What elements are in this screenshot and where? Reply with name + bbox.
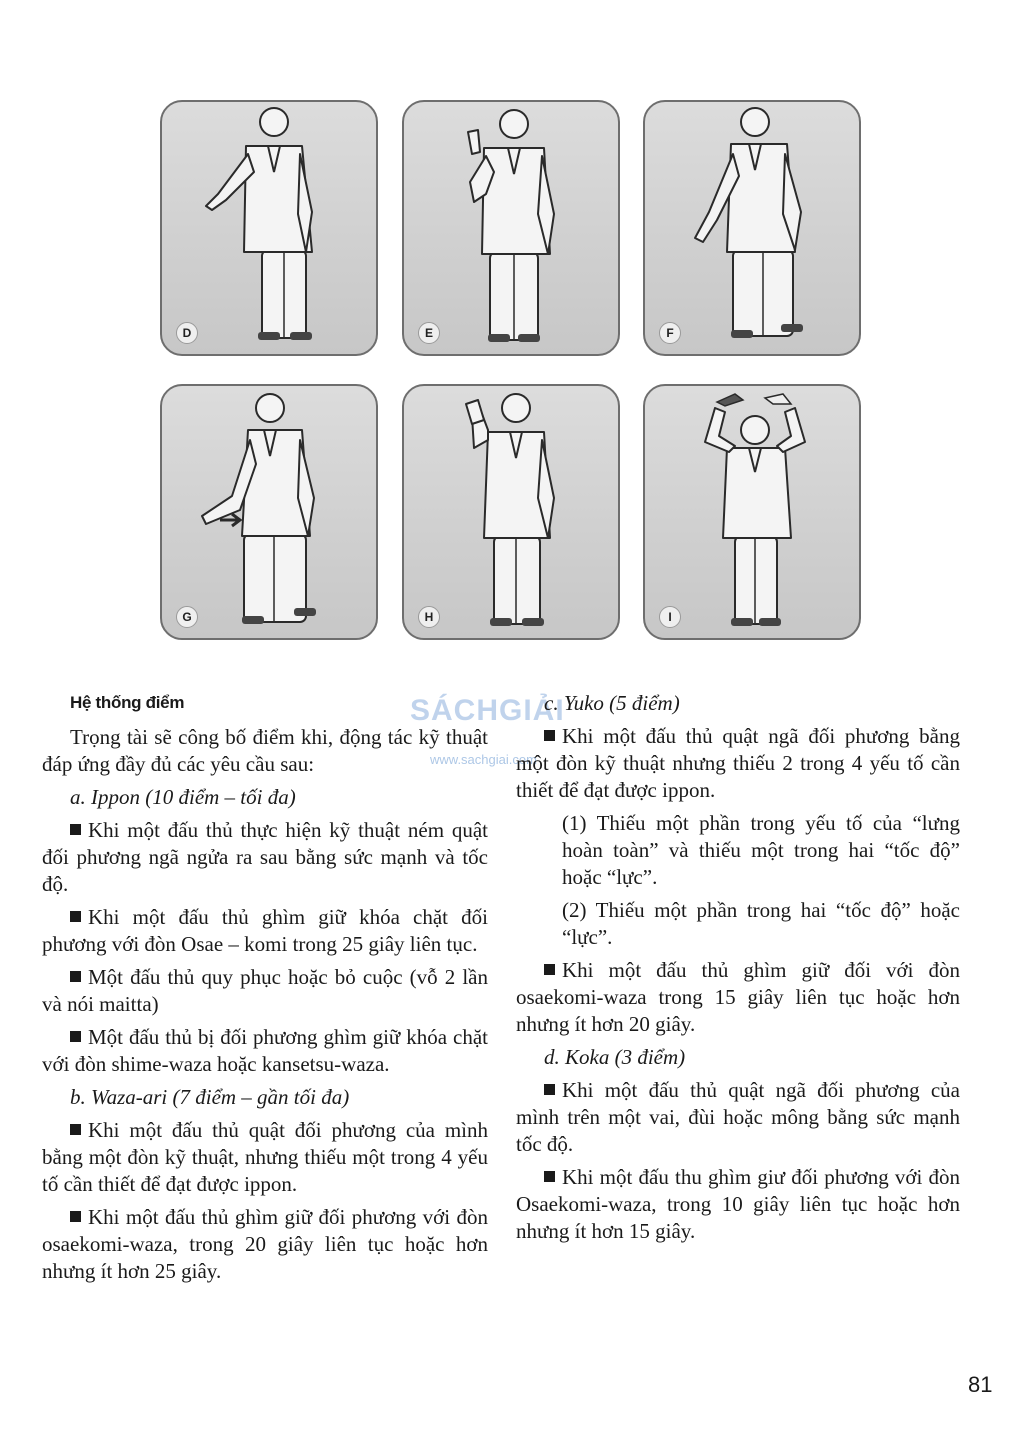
yuko-item: Khi một đấu thủ quật ngã đối phương bằng một đòn kỹ thuật nhưng thiếu 2 trong 4 yếu tố cần thiết để đạt được ippon. — [516, 724, 960, 802]
ippon-item: Một đấu thủ quy phục hoặc bỏ cuộc (vỗ 2 lần và nói maitta) — [42, 965, 488, 1016]
yuko-title: c. Yuko (5 điểm) — [544, 691, 680, 715]
bullet-square-icon — [70, 911, 81, 922]
bullet-square-icon — [544, 730, 555, 741]
yuko-subitem: (1) Thiếu một phần trong yếu tố của “lưng hoàn toàn” và thiếu một trong hai “tốc độ” hoặc “lực”. — [562, 811, 960, 889]
ippon-item: Một đấu thủ bị đối phương ghìm giữ khóa chặt với đòn shime-waza hoặc kansetsu-waza. — [42, 1025, 488, 1076]
bullet-square-icon — [70, 1124, 81, 1135]
watermark-logo: SÁCHGIẢI — [410, 694, 565, 727]
page-number: 81 — [968, 1372, 993, 1397]
bullet-square-icon — [70, 1211, 81, 1222]
koka-item: Khi một đấu thủ quật ngã đối phương của mình trên một vai, đùi hoặc mông bằng sức mạnh tốc độ. — [516, 1078, 960, 1156]
right-column — [516, 690, 960, 1251]
bullet-square-icon — [544, 964, 555, 975]
figure-label-e: E — [418, 322, 440, 344]
left-column — [42, 690, 488, 1291]
waza-ari-item: Khi một đấu thủ quật đối phương của mình bằng một đòn kỹ thuật, nhưng thiếu một trong 4 yếu tố cần thiết để đạt được ippon. — [42, 1118, 488, 1196]
ippon-item: Khi một đấu thủ thực hiện kỹ thuật ném quật đối phương ngã ngửa ra sau bằng sức mạnh và tốc độ. — [42, 818, 488, 896]
referee-figure-i — [645, 386, 861, 640]
figure-label-f: F — [659, 322, 681, 344]
bullet-square-icon — [70, 824, 81, 835]
bullet-square-icon — [544, 1084, 555, 1095]
ippon-item: Khi một đấu thủ ghìm giữ khóa chặt đối phương với đòn Osae – komi trong 25 giây liên tục. — [42, 905, 488, 956]
watermark-url: www.sachgiai.com — [430, 752, 537, 767]
referee-figure-f — [645, 102, 861, 356]
referee-signal-figures — [0, 0, 1024, 660]
ippon-title: a. Ippon (10 điểm – tối đa) — [70, 785, 296, 809]
intro-paragraph: Trọng tài sẽ công bố điểm khi, động tác kỹ thuật đáp ứng đầy đủ các yêu cầu sau: — [42, 725, 488, 776]
waza-ari-item: Khi một đấu thủ ghìm giữ đối phương với đòn osaekomi-waza, trong 20 giây liên tục hoặc hơn nhưng ít hơn 25 giây. — [42, 1205, 488, 1283]
figure-panel-g — [160, 384, 378, 640]
figure-panel-i — [643, 384, 861, 640]
figure-label-d: D — [176, 322, 198, 344]
yuko-subitem: (2) Thiếu một phần trong hai “tốc độ” hoặc “lực”. — [562, 898, 960, 949]
figure-panel-d — [160, 100, 378, 356]
referee-figure-g — [162, 386, 378, 640]
yuko-item: Khi một đấu thủ ghìm giữ đối với đòn osaekomi-waza trong 15 giây liên tục hoặc hơn nhưng ít hơn 20 giây. — [516, 958, 960, 1036]
koka-item: Khi một đấu thu ghìm giư đối phương với đòn Osaekomi-waza, trong 10 giây liên tục hoặc hơn nhưng ít hơn 15 giây. — [516, 1165, 960, 1243]
referee-figure-h — [404, 386, 620, 640]
figure-label-h: H — [418, 606, 440, 628]
bullet-square-icon — [70, 971, 81, 982]
figure-label-g: G — [176, 606, 198, 628]
bullet-square-icon — [70, 1031, 81, 1042]
section-heading: Hệ thống điểm — [70, 693, 185, 712]
waza-ari-title: b. Waza-ari (7 điểm – gần tối đa) — [70, 1085, 350, 1109]
referee-figure-d — [162, 102, 378, 356]
figure-panel-f — [643, 100, 861, 356]
referee-figure-e — [404, 102, 620, 356]
figure-panel-e — [402, 100, 620, 356]
koka-title: d. Koka (3 điểm) — [544, 1045, 686, 1069]
figure-label-i: I — [659, 606, 681, 628]
bullet-square-icon — [544, 1171, 555, 1182]
figure-panel-h — [402, 384, 620, 640]
